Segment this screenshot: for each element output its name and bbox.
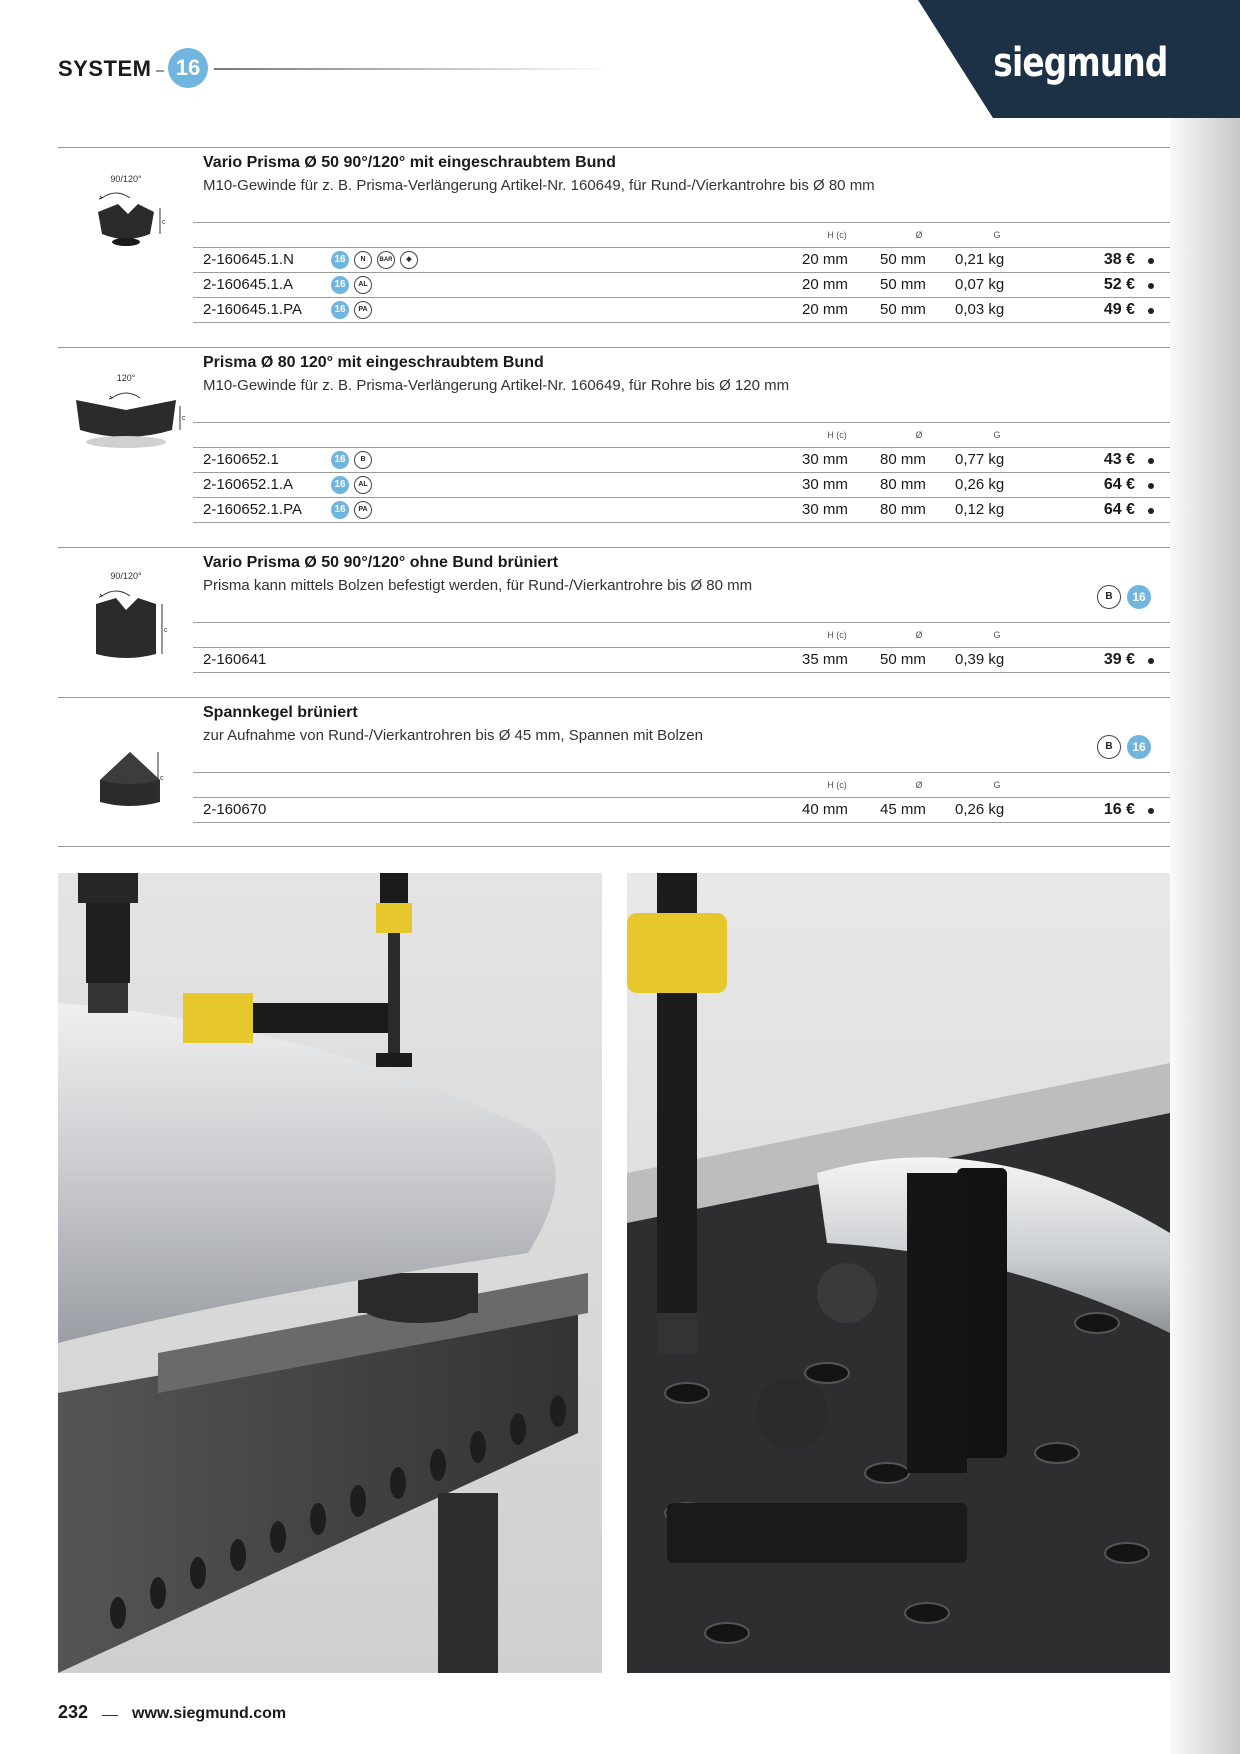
sku: 2-160641: [203, 651, 267, 668]
system-16-badge: 16: [331, 451, 349, 469]
material-badge: N: [354, 251, 372, 269]
weight: 0,12 kg: [955, 501, 1005, 518]
product-description: zur Aufnahme von Rund-/Vierkantrohren bis Ø 45 mm, Spannen mit Bolzen: [203, 727, 703, 744]
vario-prisma-no-collar-image: [88, 584, 168, 664]
price: 49 €: [1103, 301, 1135, 318]
section-divider: [58, 697, 1170, 698]
photo-tube-on-prism: [58, 873, 602, 1673]
price: 52 €: [1103, 276, 1135, 293]
material-badge: B: [354, 451, 372, 469]
finish-badge: B: [1097, 585, 1121, 609]
product-description: M10-Gewinde für z. B. Prisma-Verlängerung Artikel-Nr. 160649, für Rohre bis Ø 120 mm: [203, 377, 790, 394]
price: 64 €: [1103, 476, 1135, 493]
table-rule: [193, 422, 1170, 423]
diameter: 50 mm: [880, 251, 926, 268]
diameter: 50 mm: [880, 276, 926, 293]
height: 30 mm: [802, 501, 848, 518]
system-dash: [156, 70, 164, 72]
product-title: Prisma Ø 80 120° mit eingeschraubtem Bund: [203, 354, 544, 371]
weight: 0,26 kg: [955, 476, 1005, 493]
material-badge: BAR: [377, 251, 395, 269]
table-rule: [193, 222, 1170, 223]
table-rule: [193, 822, 1170, 823]
page-edge-shade: [1170, 0, 1240, 1754]
availability-dot: [1148, 483, 1154, 489]
price: 39 €: [1103, 651, 1135, 668]
diameter: 80 mm: [880, 476, 926, 493]
sku: 2-160645.1.PA: [203, 301, 302, 318]
sku: 2-160645.1.N: [203, 251, 294, 268]
angle-label: 90/120°: [110, 571, 142, 581]
system-16-badge: 16: [331, 276, 349, 294]
photo-tube-with-stop: [627, 873, 1170, 1673]
availability-dot: [1148, 508, 1154, 514]
diameter: 80 mm: [880, 501, 926, 518]
table-rule: [193, 622, 1170, 623]
vario-prisma-image: [88, 184, 168, 258]
finish-badge: B: [1097, 735, 1121, 759]
product-title: Vario Prisma Ø 50 90°/120° ohne Bund brüniert: [203, 554, 559, 571]
height: 20 mm: [802, 301, 848, 318]
table-rule: [193, 247, 1170, 248]
col-header-g: G: [993, 780, 1001, 790]
material-badge: PA: [354, 301, 372, 319]
table-rule: [193, 297, 1170, 298]
weight: 0,77 kg: [955, 451, 1005, 468]
sku: 2-160652.1: [203, 451, 279, 468]
prisma-80-image: [68, 384, 188, 464]
price: 38 €: [1103, 251, 1135, 268]
availability-dot: [1148, 808, 1154, 814]
sku: 2-160652.1.PA: [203, 501, 302, 518]
weight: 0,39 kg: [955, 651, 1005, 668]
table-rule: [193, 672, 1170, 673]
table-rule: [193, 797, 1170, 798]
col-header-d: Ø: [915, 230, 923, 240]
system-16-badge: 16: [331, 251, 349, 269]
col-header-h: H (c): [827, 630, 847, 640]
angle-label: 90/120°: [110, 174, 142, 184]
table-rule: [193, 272, 1170, 273]
product-description: M10-Gewinde für z. B. Prisma-Verlängerung Artikel-Nr. 160649, für Rund-/Vierkantrohre bis Ø 80 mm: [203, 177, 875, 194]
weight: 0,07 kg: [955, 276, 1005, 293]
system-16-badge: 16: [1127, 735, 1151, 759]
diameter: 45 mm: [880, 801, 926, 818]
weight: 0,03 kg: [955, 301, 1005, 318]
table-rule: [193, 472, 1170, 473]
price: 43 €: [1103, 451, 1135, 468]
section-divider: [58, 147, 1170, 148]
col-header-h: H (c): [827, 430, 847, 440]
col-header-g: G: [993, 230, 1001, 240]
section-divider: [58, 347, 1170, 348]
system-16-badge: 16: [331, 501, 349, 519]
svg-text:c: c: [160, 775, 164, 782]
col-header-g: G: [993, 430, 1001, 440]
system-16-badge: 16: [1127, 585, 1151, 609]
system-16-badge: 16: [331, 476, 349, 494]
col-header-h: H (c): [827, 780, 847, 790]
footer-dash: [102, 1715, 118, 1716]
col-header-d: Ø: [915, 780, 923, 790]
header-divider: [214, 68, 614, 70]
availability-dot: [1148, 458, 1154, 464]
sku: 2-160645.1.A: [203, 276, 294, 293]
price: 64 €: [1103, 501, 1135, 518]
product-description: Prisma kann mittels Bolzen befestigt werden, für Rund-/Vierkantrohre bis Ø 80 mm: [203, 577, 753, 594]
system-16-badge: 16: [331, 301, 349, 319]
height: 35 mm: [802, 651, 848, 668]
table-rule: [193, 772, 1170, 773]
availability-dot: [1148, 258, 1154, 264]
clamping-cone-image: [92, 744, 172, 814]
material-badge: AL: [354, 276, 372, 294]
table-rule: [193, 322, 1170, 323]
height: 20 mm: [802, 276, 848, 293]
availability-dot: [1148, 308, 1154, 314]
diameter: 50 mm: [880, 301, 926, 318]
page-number: 232: [58, 1702, 89, 1722]
system-label: SYSTEM: [58, 56, 152, 81]
svg-text:c: c: [182, 415, 186, 422]
weight: 0,21 kg: [955, 251, 1005, 268]
sku: 2-160670: [203, 801, 267, 818]
col-header-g: G: [993, 630, 1001, 640]
height: 20 mm: [802, 251, 848, 268]
availability-dot: [1148, 283, 1154, 289]
svg-text:c: c: [164, 627, 168, 634]
material-badge: AL: [354, 476, 372, 494]
table-rule: [193, 647, 1170, 648]
sku: 2-160652.1.A: [203, 476, 294, 493]
table-rule: [193, 447, 1170, 448]
weight: 0,26 kg: [955, 801, 1005, 818]
product-title: Spannkegel brüniert: [203, 704, 358, 721]
height: 30 mm: [802, 451, 848, 468]
section-divider: [58, 846, 1170, 847]
material-badge: PA: [354, 501, 372, 519]
col-header-d: Ø: [915, 630, 923, 640]
height: 40 mm: [802, 801, 848, 818]
brand-logo[interactable]: siegmund: [993, 40, 1168, 86]
diamond-icon: ◈: [400, 251, 418, 269]
diameter: 50 mm: [880, 651, 926, 668]
website-link[interactable]: www.siegmund.com: [132, 1705, 287, 1722]
table-rule: [193, 497, 1170, 498]
section-divider: [58, 547, 1170, 548]
table-rule: [193, 522, 1170, 523]
col-header-h: H (c): [827, 230, 847, 240]
svg-text:c: c: [162, 219, 166, 226]
price: 16 €: [1103, 801, 1135, 818]
availability-dot: [1148, 658, 1154, 664]
height: 30 mm: [802, 476, 848, 493]
diameter: 80 mm: [880, 451, 926, 468]
system-badge: 16: [168, 48, 208, 88]
col-header-d: Ø: [915, 430, 923, 440]
product-title: Vario Prisma Ø 50 90°/120° mit eingeschraubtem Bund: [203, 154, 616, 171]
angle-label: 120°: [116, 373, 136, 383]
